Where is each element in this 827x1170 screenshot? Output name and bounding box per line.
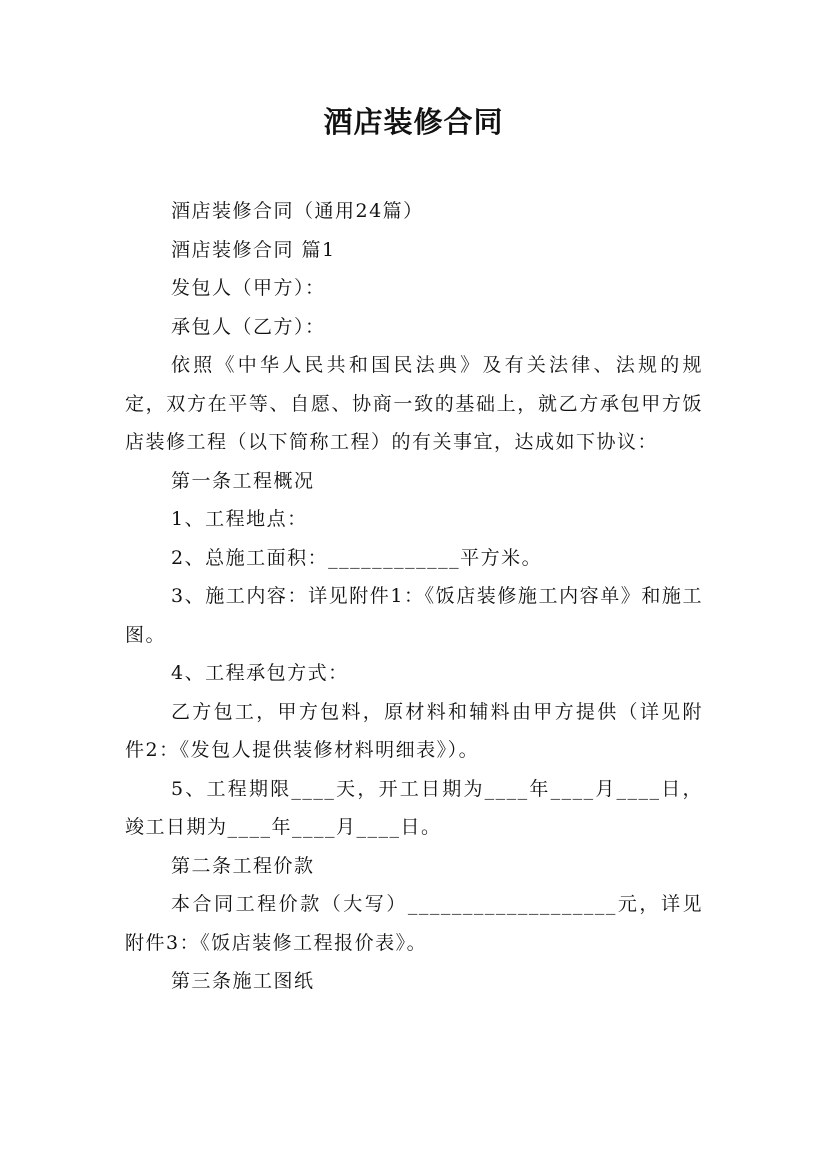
paragraph-item-content: 3、施工内容：详见附件1：《饭店装修施工内容单》和施工图。 bbox=[125, 585, 703, 646]
paragraph-item-period: 5、工程期限____天，开工日期为____年____月____日，竣工日期为____年____月____日。 bbox=[125, 777, 703, 838]
paragraph-article-1-heading: 第一条工程概况 bbox=[171, 469, 315, 492]
document-body bbox=[125, 192, 703, 1001]
paragraph-article-3-heading: 第三条施工图纸 bbox=[171, 970, 315, 992]
paragraph-subtitle: 酒店装修合同（通用24篇） bbox=[171, 200, 424, 222]
paragraph-item-area: 2、总施工面积：____________平方米。 bbox=[171, 546, 543, 569]
paragraph-method-detail: 乙方包工，甲方包料，原材料和辅料由甲方提供（详见附件2：《发包人提供装修材料明细表》）。 bbox=[125, 700, 703, 761]
paragraph-party-b: 承包人（乙方）： bbox=[171, 315, 326, 338]
paragraph-article-2-heading: 第二条工程价款 bbox=[171, 854, 315, 877]
paragraph-item-method: 4、工程承包方式： bbox=[171, 662, 349, 684]
document-title: 酒店装修合同 bbox=[323, 105, 504, 139]
paragraph-price: 本合同工程价款（大写）___________________元，详见附件3：《饭店装修工程报价表》。 bbox=[125, 893, 703, 954]
paragraph-preamble: 依照《中华人民共和国民法典》及有关法律、法规的规定，双方在平等、自愿、协商一致的基础上，就乙方承包甲方饭店装修工程（以下简称工程）的有关事宜，达成如下协议： bbox=[125, 354, 703, 453]
paragraph-party-a: 发包人（甲方）： bbox=[171, 277, 326, 299]
paragraph-section-heading: 酒店装修合同 篇1 bbox=[171, 238, 336, 261]
paragraph-item-location: 1、工程地点： bbox=[171, 508, 308, 530]
